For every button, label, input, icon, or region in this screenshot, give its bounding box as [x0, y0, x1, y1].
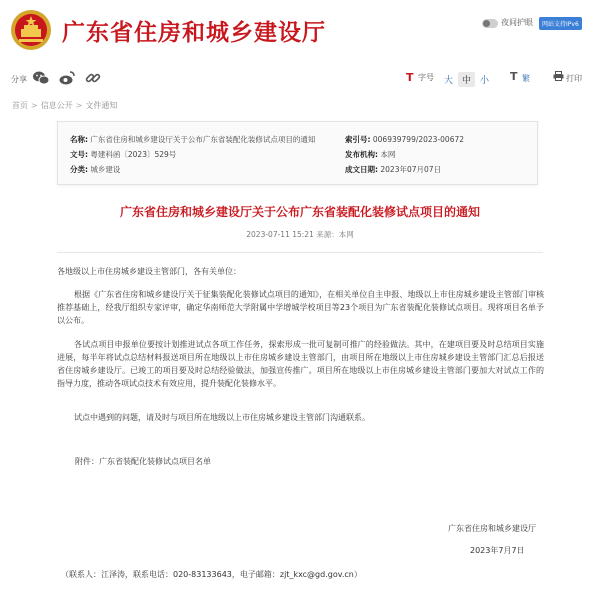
- breadcrumb-separator: >: [75, 101, 83, 110]
- font-large-button[interactable]: 大: [444, 76, 454, 86]
- font-small-button[interactable]: 小: [480, 76, 490, 86]
- info-docno-value: 粤建科函〔2023〕529号: [90, 150, 177, 159]
- info-category-row: [70, 164, 120, 175]
- info-index-row: [345, 134, 464, 145]
- info-docno-row: [70, 149, 176, 160]
- info-name-value: 广东省住房和城乡建设厅关于公布广东省装配化装修试点项目的通知: [90, 135, 316, 144]
- info-date-value: 2023年07月07日: [380, 165, 442, 174]
- info-publisher-value: 本网: [380, 150, 396, 159]
- wechat-icon[interactable]: [32, 69, 50, 87]
- print-icon[interactable]: [553, 71, 564, 81]
- font-medium-button[interactable]: 中: [458, 72, 475, 87]
- info-publisher-row: [345, 149, 395, 160]
- info-index-value: 006939799/2023-00672: [372, 135, 465, 144]
- article-paragraph-3: 试点中遇到的问题，请及时与项目所在地级以上市住房城乡建设主管部门沟通联系。: [74, 413, 370, 422]
- info-category-value: 城乡建设: [90, 165, 121, 174]
- breadcrumb-file-notice[interactable]: 文件通知: [85, 101, 118, 110]
- breadcrumb: [12, 100, 117, 111]
- contact-info: （联系人：江泽涛，联系电话：020-83133643，电子邮箱：zjt_kxc@gd.gov.cn）: [61, 570, 362, 579]
- font-size-icon: T: [406, 71, 414, 84]
- ipv6-badge: 网站支持IPv6: [539, 17, 582, 30]
- breadcrumb-info-public[interactable]: 信息公开: [40, 101, 73, 110]
- info-docno-label: 文号:: [70, 150, 88, 159]
- font-size-label: 字号: [418, 73, 434, 82]
- share-label: 分享: [11, 75, 27, 84]
- info-publisher-label: 发布机构:: [345, 150, 378, 159]
- article-attachment-link[interactable]: 附件：广东省装配化装修试点项目名单: [75, 457, 211, 466]
- traditional-icon: T: [510, 70, 518, 83]
- info-date-label: 成文日期:: [345, 165, 378, 174]
- info-name-row: [70, 134, 315, 145]
- site-title[interactable]: 广东省住房和城乡建设厅: [62, 20, 326, 46]
- info-index-label: 索引号:: [345, 135, 371, 144]
- signature-date: 2023年7月7日: [470, 546, 525, 555]
- site-header: [0, 0, 600, 58]
- toolbar: [0, 64, 600, 94]
- breadcrumb-home[interactable]: 首页: [12, 101, 28, 110]
- article-meta: 2023-07-11 15:21 来源：本网: [246, 230, 354, 239]
- info-name-label: 名称:: [70, 135, 88, 144]
- article-paragraph-1: 根据《广东省住房和城乡建设厅关于征集装配化装修试点项目的通知》，在相关单位自主申报、地级以上市住房城乡建设主管部门审核推荐基础上，经我厅组织专家评审，确定华南师范大学附属中学增城学校项目等23个项目为广东省装配化装修试点项目。现将项目名单予以公布。: [57, 290, 544, 325]
- signature-org: 广东省住房和城乡建设厅: [448, 524, 536, 533]
- print-button[interactable]: 打印: [566, 74, 582, 83]
- weibo-icon[interactable]: [58, 69, 76, 87]
- national-emblem-icon[interactable]: [10, 9, 52, 51]
- breadcrumb-separator: >: [31, 101, 38, 110]
- article-paragraph-2: 各试点项目申报单位要按计划推进试点各项工作任务，探索形成一批可复制可推广的经验做法。其中，在建项目要及时总结项目实施进展，每半年将试点总结材料报送项目所在地级以上市住房城乡建设主管部门，由项目所在地级以上市住房城乡建设主管部门汇总后报送省住房城乡建设厅。已竣工的项目要及时总结经验做法，加强宣传推广。项目所在地级以上市住房城乡建设主管部门要加大对试点工作的指导力度，推动各项试点技术有效应用，提升装配化装修水平。: [57, 340, 544, 388]
- info-date-row: [345, 164, 441, 175]
- eye-care-toggle[interactable]: [482, 19, 498, 28]
- eye-care-label[interactable]: 夜间护眼: [501, 18, 533, 27]
- traditional-button[interactable]: 繁: [522, 74, 530, 83]
- article-title: 广东省住房和城乡建设厅关于公布广东省装配化装修试点项目的通知: [119, 205, 480, 219]
- info-category-label: 分类:: [70, 165, 88, 174]
- link-icon[interactable]: [84, 69, 102, 87]
- document-info-box: [57, 121, 538, 185]
- divider: [57, 252, 543, 253]
- article-salutation: 各地级以上市住房城乡建设主管部门，各有关单位：: [57, 267, 241, 276]
